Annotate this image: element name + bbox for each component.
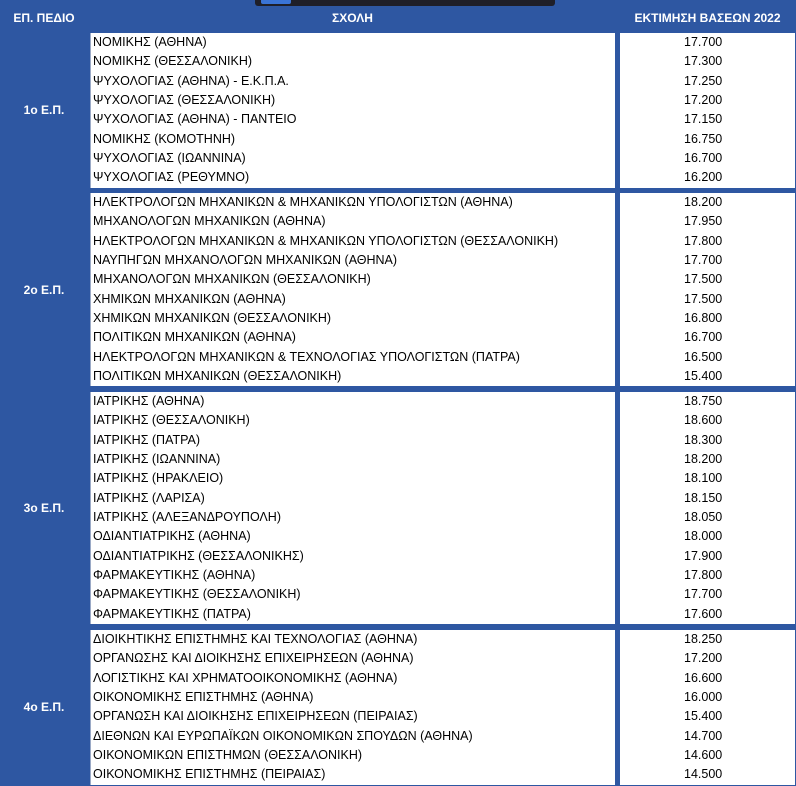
score-cell: 17.950	[684, 214, 723, 229]
score-cell: 14.500	[684, 767, 723, 782]
school-name-cell: ΨΥΧΟΛΟΓΙΑΣ (ΡΕΘΥΜΝΟ)	[93, 170, 250, 185]
score-cell: 18.600	[684, 413, 723, 428]
scores-column	[620, 193, 795, 386]
score-cell: 14.600	[684, 748, 723, 763]
school-name-cell: ΗΛΕΚΤΡΟΛΟΓΩΝ ΜΗΧΑΝΙΚΩΝ & ΜΗΧΑΝΙΚΩΝ ΥΠΟΛΟΓΙΣΤΩΝ (ΘΕΣΣΑΛΟΝΙΚΗ)	[93, 233, 559, 248]
score-cell: 16.700	[684, 330, 723, 345]
field-group-label: 4ο Ε.Π.	[23, 700, 65, 715]
score-cell: 17.900	[684, 548, 723, 563]
school-name-cell: ΗΛΕΚΤΡΟΛΟΓΩΝ ΜΗΧΑΝΙΚΩΝ & ΤΕΧΝΟΛΟΓΙΑΣ ΥΠΟΛΟΓΙΣΤΩΝ (ΠΑΤΡΑ)	[93, 349, 520, 364]
school-name-cell: ΦΑΡΜΑΚΕΥΤΙΚΗΣ (ΑΘΗΝΑ)	[93, 568, 256, 583]
score-cell: 15.400	[684, 709, 723, 724]
score-cell: 17.800	[684, 233, 723, 248]
score-cell: 18.750	[684, 394, 723, 408]
school-name-cell: ΝΟΜΙΚΗΣ (ΚΟΜΟΤΗΝΗ)	[93, 131, 236, 146]
field-group-label: 3ο Ε.Π.	[23, 501, 65, 516]
score-cell: 17.700	[684, 587, 723, 602]
table-header	[0, 0, 796, 33]
field-group	[0, 630, 796, 785]
school-name-cell: ΦΑΡΜΑΚΕΥΤΙΚΗΣ (ΠΑΤΡΑ)	[93, 606, 251, 621]
score-cell: 16.500	[684, 349, 723, 364]
score-cell: 16.600	[684, 670, 723, 685]
score-cell: 17.300	[684, 54, 723, 69]
score-cell: 16.700	[684, 151, 723, 166]
score-cell: 16.000	[684, 690, 723, 705]
school-name-cell: ΝΑΥΠΗΓΩΝ ΜΗΧΑΝΟΛΟΓΩΝ ΜΗΧΑΝΙΚΩΝ (ΑΘΗΝΑ)	[93, 253, 398, 268]
score-cell: 17.700	[684, 253, 723, 268]
score-cell: 18.150	[684, 490, 723, 505]
school-name-cell: ΙΑΤΡΙΚΗΣ (ΗΡΑΚΛΕΙΟ)	[93, 471, 224, 486]
school-name-cell: ΜΗΧΑΝΟΛΟΓΩΝ ΜΗΧΑΝΙΚΩΝ (ΘΕΣΣΑΛΟΝΙΚΗ)	[93, 272, 371, 287]
score-cell: 18.300	[684, 432, 723, 447]
school-names-column	[90, 392, 615, 624]
score-cell: 17.500	[684, 272, 723, 287]
field-group	[0, 193, 796, 387]
school-name-cell: ΝΟΜΙΚΗΣ (ΘΕΣΣΑΛΟΝΙΚΗ)	[93, 54, 253, 69]
score-cell: 16.200	[684, 170, 723, 185]
score-cell: 16.800	[684, 311, 723, 326]
score-cell: 15.400	[684, 369, 723, 384]
school-name-cell: ΗΛΕΚΤΡΟΛΟΓΩΝ ΜΗΧΑΝΙΚΩΝ & ΜΗΧΑΝΙΚΩΝ ΥΠΟΛΟΓΙΣΤΩΝ (ΑΘΗΝΑ)	[93, 195, 513, 209]
field-group-label: 2ο Ε.Π.	[23, 282, 65, 297]
header-school: ΣΧΟΛΗ	[332, 11, 373, 25]
school-name-cell: ΝΟΜΙΚΗΣ (ΑΘΗΝΑ)	[93, 35, 207, 49]
school-names-column	[90, 193, 615, 386]
school-name-cell: ΔΙΕΘΝΩΝ ΚΑΙ ΕΥΡΩΠΑΪΚΩΝ ΟΙΚΟΝΟΜΙΚΩΝ ΣΠΟΥΔΩΝ (ΑΘΗΝΑ)	[93, 728, 473, 743]
school-names-column	[90, 33, 615, 188]
score-cell: 17.150	[684, 112, 723, 127]
school-name-cell: ΨΥΧΟΛΟΓΙΑΣ (ΑΘΗΝΑ) - Ε.Κ.Π.Α.	[93, 73, 289, 88]
school-name-cell: ΟΔΙΑΝΤΙΑΤΡΙΚΗΣ (ΑΘΗΝΑ)	[93, 529, 251, 544]
score-cell: 17.600	[684, 606, 723, 621]
school-name-cell: ΟΙΚΟΝΟΜΙΚΗΣ ΕΠΙΣΤΗΜΗΣ (ΠΕΙΡΑΙΑΣ)	[93, 767, 326, 782]
score-cell: 18.000	[684, 529, 723, 544]
school-name-cell: ΙΑΤΡΙΚΗΣ (ΛΑΡΙΣΑ)	[93, 490, 205, 505]
school-name-cell: ΛΟΓΙΣΤΙΚΗΣ ΚΑΙ ΧΡΗΜΑΤΟΟΙΚΟΝΟΜΙΚΗΣ (ΑΘΗΝΑ)	[93, 670, 398, 685]
score-cell: 18.050	[684, 510, 723, 525]
school-name-cell: ΙΑΤΡΙΚΗΣ (ΑΛΕΞΑΝΔΡΟΥΠΟΛΗ)	[93, 510, 281, 525]
school-names-column	[90, 630, 615, 785]
school-name-cell: ΙΑΤΡΙΚΗΣ (ΑΘΗΝΑ)	[93, 394, 205, 408]
score-cell: 17.800	[684, 568, 723, 583]
header-field: ΕΠ. ΠΕΔΙΟ	[13, 11, 75, 25]
school-name-cell: ΟΙΚΟΝΟΜΙΚΩΝ ΕΠΙΣΤΗΜΩΝ (ΘΕΣΣΑΛΟΝΙΚΗ)	[93, 748, 363, 763]
score-cell: 17.200	[684, 651, 723, 666]
school-name-cell: ΦΑΡΜΑΚΕΥΤΙΚΗΣ (ΘΕΣΣΑΛΟΝΙΚΗ)	[93, 587, 301, 602]
score-cell: 18.200	[684, 195, 723, 209]
school-name-cell: ΧΗΜΙΚΩΝ ΜΗΧΑΝΙΚΩΝ (ΘΕΣΣΑΛΟΝΙΚΗ)	[93, 311, 332, 326]
scores-column	[620, 392, 795, 624]
school-name-cell: ΙΑΤΡΙΚΗΣ (ΙΩΑΝΝΙΝΑ)	[93, 452, 221, 467]
school-name-cell: ΠΟΛΙΤΙΚΩΝ ΜΗΧΑΝΙΚΩΝ (ΑΘΗΝΑ)	[93, 330, 296, 345]
header-score: ΕΚΤΙΜΗΣΗ ΒΑΣΕΩΝ 2022	[634, 11, 781, 25]
school-name-cell: ΨΥΧΟΛΟΓΙΑΣ (ΘΕΣΣΑΛΟΝΙΚΗ)	[93, 93, 276, 108]
school-name-cell: ΙΑΤΡΙΚΗΣ (ΘΕΣΣΑΛΟΝΙΚΗ)	[93, 413, 250, 428]
school-name-cell: ΜΗΧΑΝΟΛΟΓΩΝ ΜΗΧΑΝΙΚΩΝ (ΑΘΗΝΑ)	[93, 214, 326, 229]
score-cell: 17.250	[684, 73, 723, 88]
school-name-cell: ΨΥΧΟΛΟΓΙΑΣ (ΙΩΑΝΝΙΝΑ)	[93, 151, 246, 166]
score-cell: 17.500	[684, 291, 723, 306]
score-cell: 18.100	[684, 471, 723, 486]
field-group	[0, 392, 796, 624]
school-name-cell: ΟΡΓΑΝΩΣΗ ΚΑΙ ΔΙΟΙΚΗΣΗΣ ΕΠΙΧΕΙΡΗΣΕΩΝ (ΠΕΙΡΑΙΑΣ)	[93, 709, 418, 724]
score-cell: 16.750	[684, 131, 723, 146]
school-name-cell: ΧΗΜΙΚΩΝ ΜΗΧΑΝΙΚΩΝ (ΑΘΗΝΑ)	[93, 291, 286, 306]
school-name-cell: ΟΙΚΟΝΟΜΙΚΗΣ ΕΠΙΣΤΗΜΗΣ (ΑΘΗΝΑ)	[93, 690, 314, 705]
school-name-cell: ΟΡΓΑΝΩΣΗΣ ΚΑΙ ΔΙΟΙΚΗΣΗΣ ΕΠΙΧΕΙΡΗΣΕΩΝ (ΑΘΗΝΑ)	[93, 651, 414, 666]
score-cell: 18.200	[684, 452, 723, 467]
school-name-cell: ΔΙΟΙΚΗΤΙΚΗΣ ΕΠΙΣΤΗΜΗΣ ΚΑΙ ΤΕΧΝΟΛΟΓΙΑΣ (ΑΘΗΝΑ)	[93, 632, 418, 646]
score-cell: 18.250	[684, 632, 723, 646]
school-name-cell: ΙΑΤΡΙΚΗΣ (ΠΑΤΡΑ)	[93, 432, 201, 447]
school-name-cell: ΨΥΧΟΛΟΓΙΑΣ (ΑΘΗΝΑ) - ΠΑΝΤΕΙΟ	[93, 112, 297, 127]
field-group	[0, 33, 796, 188]
score-cell: 14.700	[684, 728, 723, 743]
school-name-cell: ΟΔΙΑΝΤΙΑΤΡΙΚΗΣ (ΘΕΣΣΑΛΟΝΙΚΗΣ)	[93, 548, 304, 563]
field-group-label: 1ο Ε.Π.	[23, 103, 65, 118]
score-cell: 17.200	[684, 93, 723, 108]
score-cell: 17.700	[684, 35, 723, 49]
school-name-cell: ΠΟΛΙΤΙΚΩΝ ΜΗΧΑΝΙΚΩΝ (ΘΕΣΣΑΛΟΝΙΚΗ)	[93, 369, 342, 384]
scores-column	[620, 630, 795, 785]
scores-column	[620, 33, 795, 188]
